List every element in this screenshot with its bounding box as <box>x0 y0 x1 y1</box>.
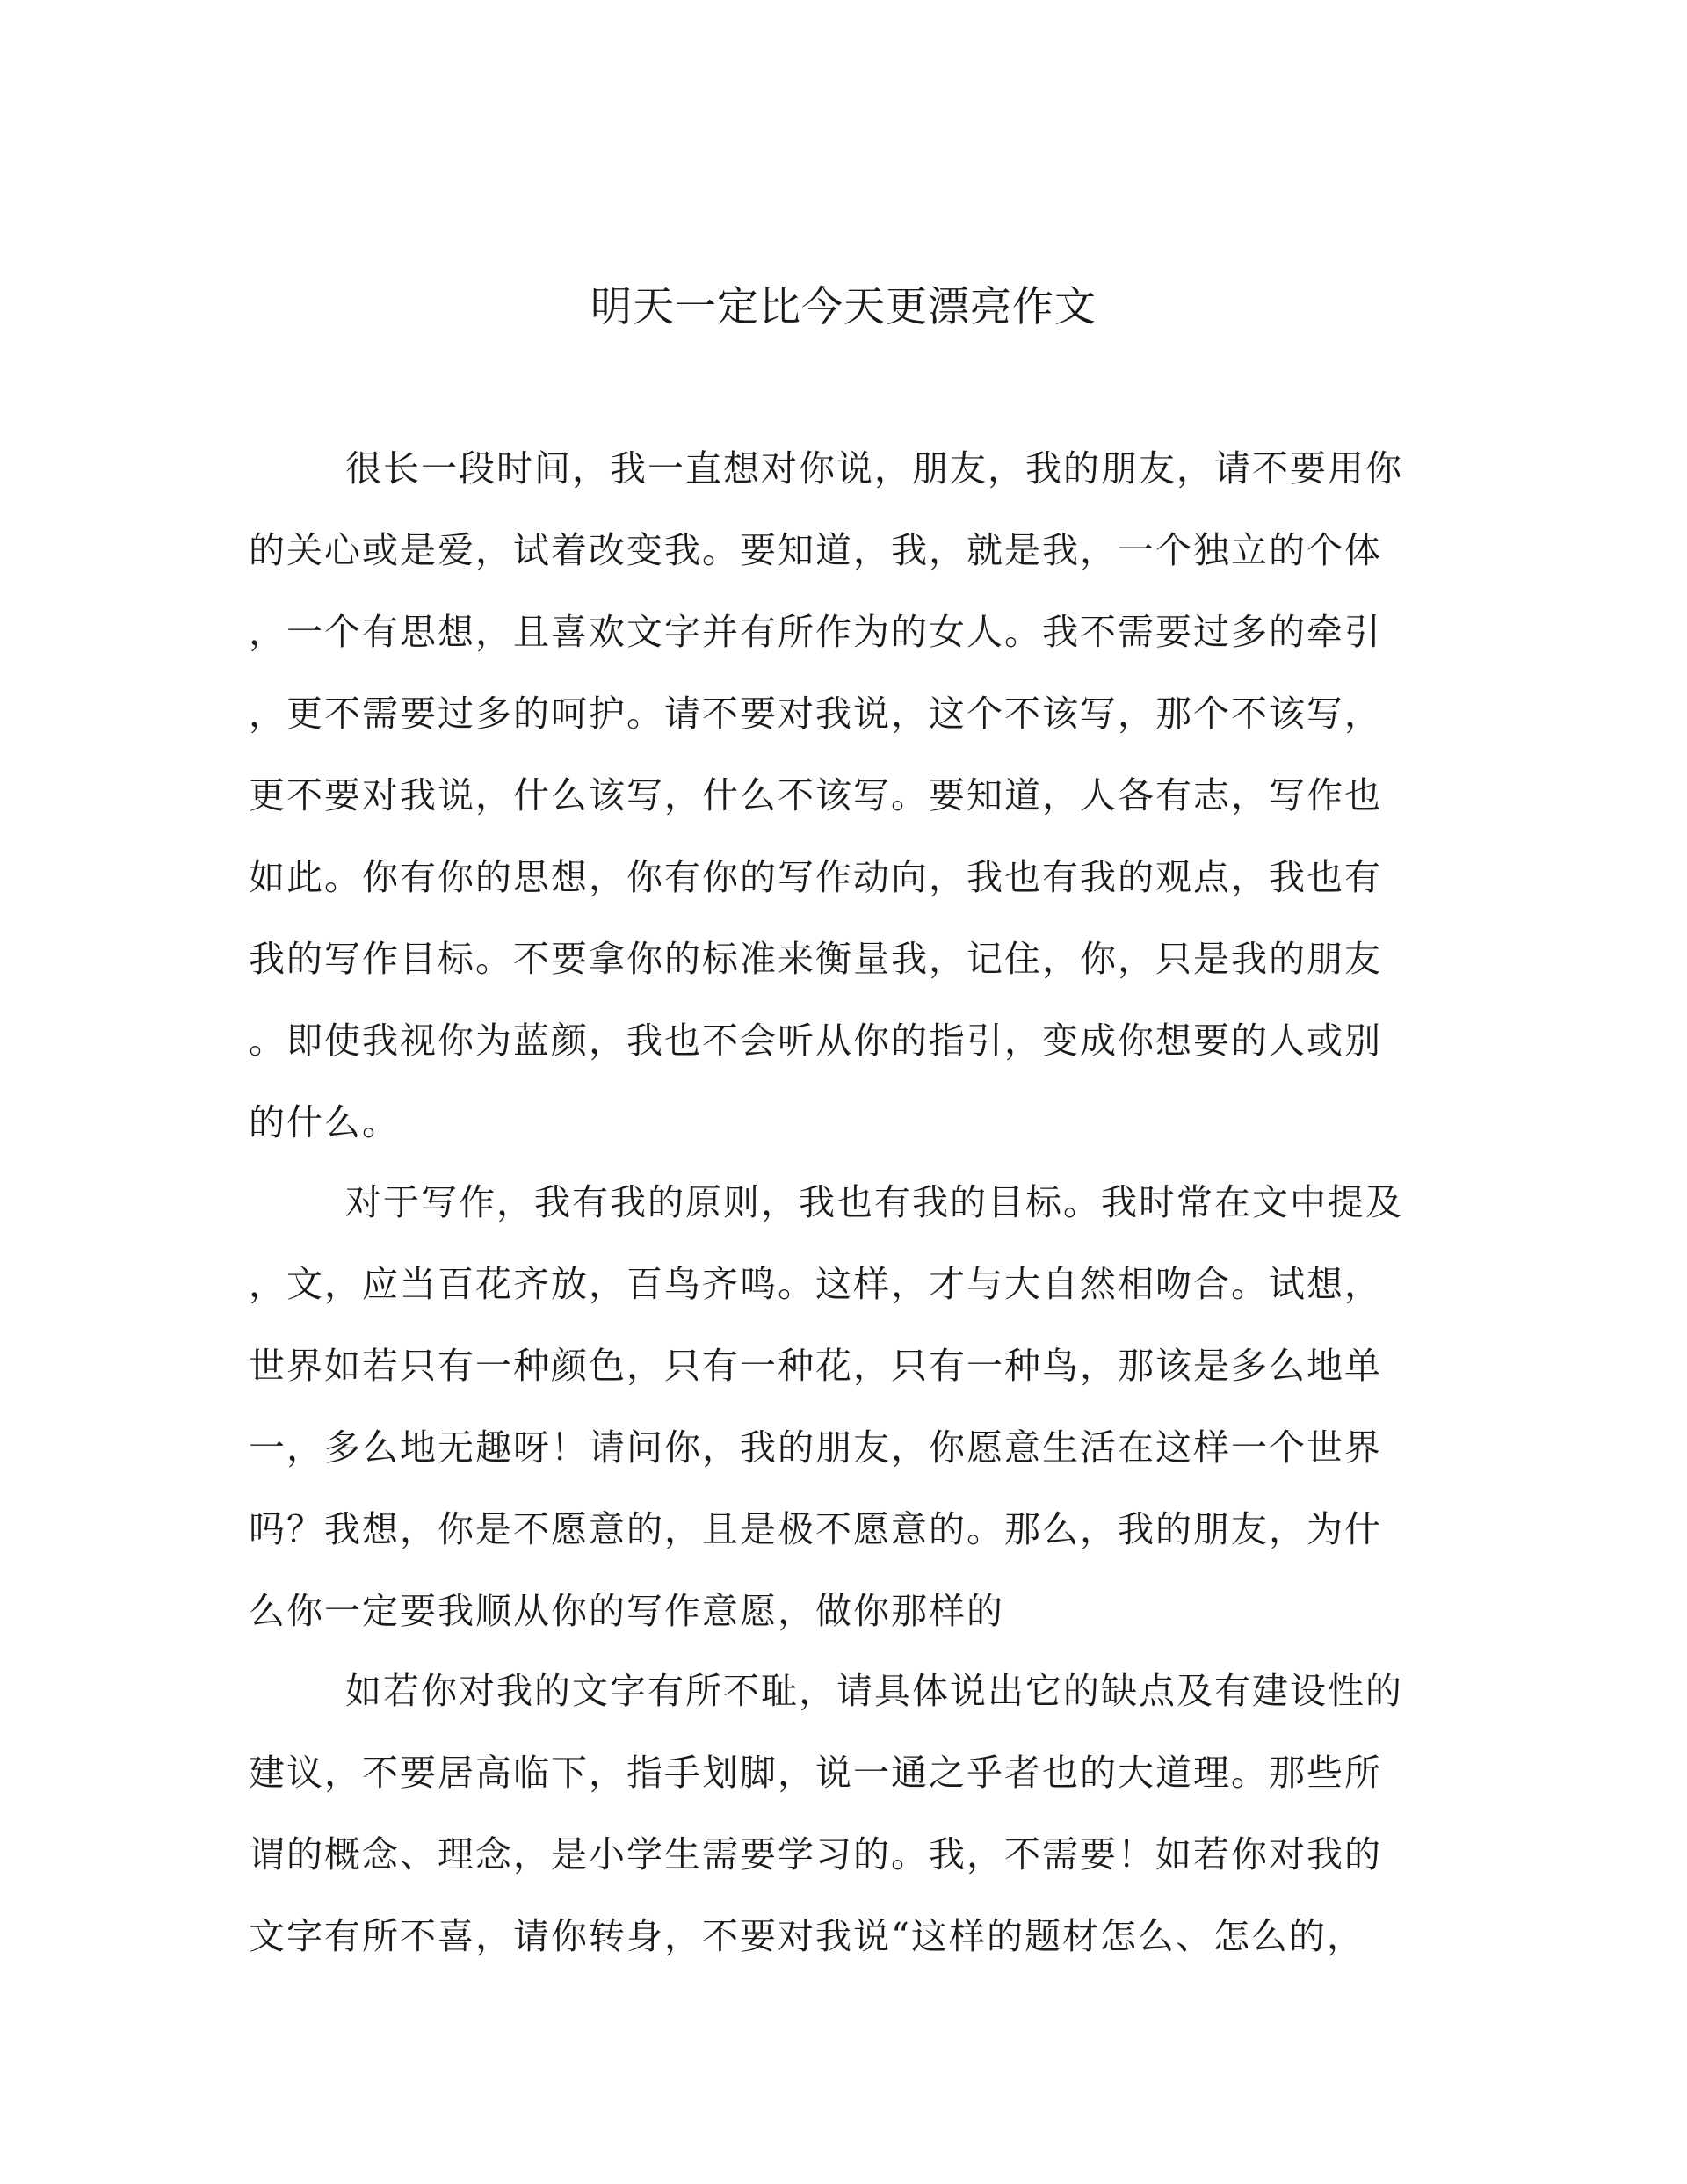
text-line: 文字有所不喜，请你转身，不要对我说“这样的题材怎么、怎么的， <box>249 1915 1365 1957</box>
text-line: 对于写作，我有我的原则，我也有我的目标。我时常在文中提及 <box>345 1181 1403 1223</box>
text-line: 如若你对我的文字有所不耻，请具体说出它的缺点及有建设性的 <box>345 1670 1403 1712</box>
text-line: 的什么。 <box>249 1101 400 1143</box>
text-line: 更不要对我说，什么该写，什么不该写。要知道，人各有志，写作也 <box>249 774 1382 816</box>
text-line: 如此。你有你的思想，你有你的写作动向，我也有我的观点，我也有 <box>249 856 1382 898</box>
document-title: 明天一定比今天更漂亮作文 <box>590 283 1097 331</box>
text-line: ，更不需要过多的呵护。请不要对我说，这个不该写，那个不该写， <box>249 693 1382 735</box>
text-line: 么你一定要我顺从你的写作意愿，做你那样的 <box>249 1590 1004 1632</box>
text-line: 一，多么地无趣呀！请问你，我的朋友，你愿意生活在这样一个世界 <box>249 1426 1382 1469</box>
text-line: ，一个有思想，且喜欢文字并有所作为的女人。我不需要过多的牵引 <box>249 611 1382 653</box>
text-line: 世界如若只有一种颜色，只有一种花，只有一种鸟，那该是多么地单 <box>249 1345 1382 1387</box>
text-line: 吗？我想，你是不愿意的，且是极不愿意的。那么，我的朋友，为什 <box>249 1508 1382 1550</box>
text-line: 我的写作目标。不要拿你的标准来衡量我，记住，你，只是我的朋友 <box>249 938 1382 980</box>
text-line: 很长一段时间，我一直想对你说，朋友，我的朋友，请不要用你 <box>345 447 1403 490</box>
text-line: 。即使我视你为蓝颜，我也不会听从你的指引，变成你想要的人或别 <box>249 1019 1382 1062</box>
text-line: 谓的概念、理念，是小学生需要学习的。我，不需要！如若你对我的 <box>249 1833 1382 1876</box>
text-line: ，文，应当百花齐放，百鸟齐鸣。这样，才与大自然相吻合。试想， <box>249 1263 1382 1305</box>
text-line: 的关心或是爱，试着改变我。要知道，我，就是我，一个独立的个体 <box>249 529 1382 571</box>
text-line: 建议，不要居高临下，指手划脚，说一通之乎者也的大道理。那些所 <box>249 1752 1382 1794</box>
